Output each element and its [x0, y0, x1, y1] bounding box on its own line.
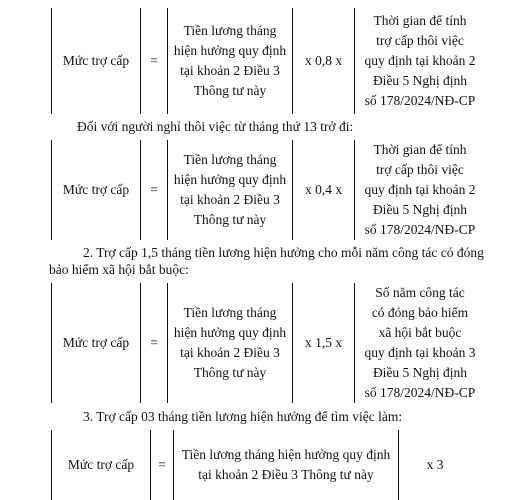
divider — [398, 430, 399, 500]
salary-term: Tiền lương tháng hiện hưởng quy định tại khoản 2 Điều 3 Thông tư này — [173, 23, 287, 98]
salary-term: Tiền lương tháng hiện hưởng quy định tại khoản 2 Điều 3 Thông tư này — [173, 305, 287, 380]
time-term: Thời gian để tính trợ cấp thôi việc quy định tại khoản 2 Điều 5 Nghị định số 178/2024/NĐ-CP — [364, 142, 476, 237]
multiplier: x 3 — [426, 457, 444, 472]
salary-term: Tiền lương tháng hiện hưởng quy định tại khoản 2 Điều 3 Thông tư này — [181, 447, 391, 482]
equals-sign: = — [150, 53, 158, 68]
formula-label: Mức trợ cấp — [62, 335, 130, 350]
salary-term: Tiền lương tháng hiện hưởng quy định tại khoản 2 Điều 3 Thông tư này — [173, 152, 287, 227]
equals-sign: = — [158, 457, 166, 472]
formula-label: Mức trợ cấp — [62, 182, 130, 197]
paragraph: 3. Trợ cấp 03 tháng tiền lương hiện hưởng để tìm việc làm: — [83, 409, 403, 424]
equals-sign: = — [150, 335, 158, 350]
multiplier: x 0,8 x — [304, 53, 343, 68]
formula-label: Mức trợ cấp — [67, 457, 135, 472]
formula-4 — [0, 430, 508, 500]
paragraph: 2. Trợ cấp 1,5 tháng tiền lương hiện hưởng cho mỗi năm công tác có đóng — [83, 245, 484, 260]
paragraph: Đối với người nghỉ thôi việc từ tháng thứ 13 trở đi: — [77, 119, 354, 134]
time-term: Số năm công tác có đóng bảo hiểm xã hội bắt buộc quy định tại khoản 3 Điều 5 Nghị định số 178/2024/NĐ-CP — [364, 285, 476, 400]
time-term: Thời gian để tính trợ cấp thôi việc quy định tại khoản 2 Điều 5 Nghị định số 178/2024/NĐ-CP — [364, 13, 476, 108]
multiplier: x 1,5 x — [304, 335, 343, 350]
formula-3 — [0, 283, 508, 403]
formula-1 — [0, 8, 508, 114]
formula-2 — [0, 140, 508, 240]
multiplier: x 0,4 x — [304, 182, 343, 197]
paragraph: bảo hiểm xã hội bắt buộc: — [49, 262, 189, 277]
equals-sign: = — [150, 182, 158, 197]
formula-label: Mức trợ cấp — [62, 53, 130, 68]
